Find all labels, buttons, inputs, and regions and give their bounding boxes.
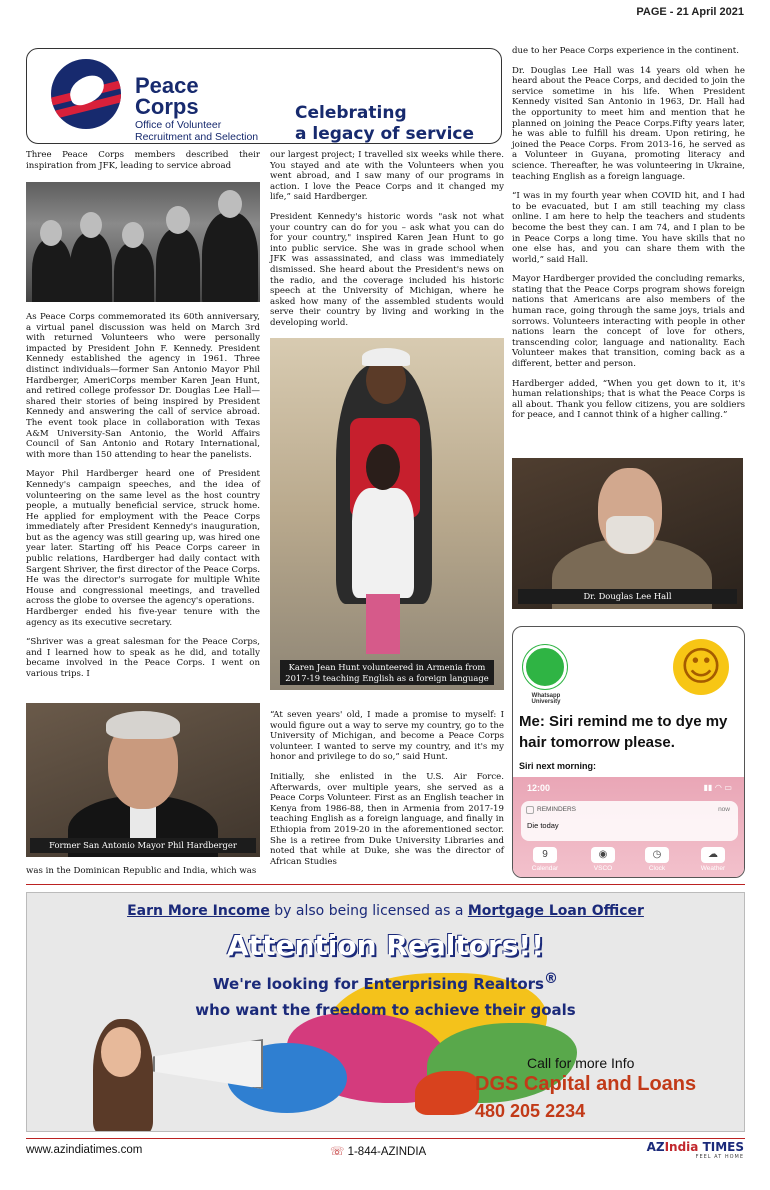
ad-line-2: We're looking for Enterprising Realtors® bbox=[213, 971, 558, 993]
peace-corps-office: Office of Volunteer Recruitment and Selection bbox=[135, 119, 259, 143]
clock-app: ◷ Clock bbox=[629, 847, 685, 872]
divider bbox=[26, 884, 745, 885]
calendar-app: 9 Calendar bbox=[531, 849, 559, 872]
meme-caption: Me: Siri remind me to dye my hair tomorrow please. bbox=[519, 713, 728, 751]
jfk-crowd-photo bbox=[26, 182, 260, 302]
page-header: PAGE - 21 April 2021 bbox=[636, 6, 744, 18]
intro-text: Three Peace Corps members described their inspiration from JFK, leading to service abroad bbox=[26, 150, 260, 171]
hardberger-photo bbox=[26, 703, 260, 857]
column-2-top bbox=[270, 150, 504, 338]
footer-website[interactable]: www.azindiatimes.com bbox=[26, 1144, 143, 1156]
phone-icon: ☏ bbox=[330, 1146, 345, 1158]
weather-app: ☁ Weather bbox=[700, 849, 726, 872]
footer-phone[interactable]: ☏ 1-844-AZINDIA bbox=[330, 1146, 427, 1158]
paragraph: “At seven years' old, I made a promise to myself: I would figure out a way to serve my country, go to the University of Michigan, and become a Peace Corps volunteer. I wanted to serve my country, and it's my honor and privilege to do so,” said Hunt. bbox=[270, 710, 504, 763]
siri-next-morning: Siri next morning: bbox=[519, 761, 597, 771]
column-2-bottom bbox=[270, 710, 504, 876]
whatsapp-university-label: Whatsapp University bbox=[531, 693, 561, 705]
whatsapp-icon bbox=[523, 645, 567, 689]
paragraph: As Peace Corps commemorated its 60th anniversary, a virtual panel discussion was held on March 3rd with returned Volunteers who were personally impacted by President John F. Kennedy. President Kennedy established the agency in 1961. Three distinct individuals—former San Antonio Mayor Phil Hardberger, AmeriCorps member Karen Jean Hunt, and retired college professor Dr. Douglas Lee Hall—shared their stories of being inspired by President Kennedy and answering the call of service abroad. The event took place in collaboration with Texas A&M University-San Antonio, the World Affairs Council of San Antonio and Rotary International, with more than 150 attending to hear the panelists. bbox=[26, 312, 260, 460]
ad-headline: Earn More Income by also being licensed as a Mortgage Loan Officer bbox=[127, 903, 644, 919]
peace-corps-dove-logo-icon bbox=[51, 59, 121, 129]
paragraph: due to her Peace Corps experience in the continent. bbox=[512, 46, 739, 56]
column-1-body bbox=[26, 312, 260, 689]
paragraph: Dr. Douglas Lee Hall was 14 years old when he heard about the Peace Corps, and decided to join the service sometime in his life. When President Kennedy visited San Antonio in 1963, Dr. Hall had the opportunity to meet him and mention that he planned on joining the Peace Corps.Fifty years later, he was able to fulfill his dream. Upon retiring, he joined the Peace Corps. From 2013-16, he served as a Volunteer in Guyana, promoting literacy and science. Thereafter, he was volunteering in Ukraine, teaching English as a foreign language. bbox=[512, 65, 745, 182]
ad-line-3: who want the freedom to achieve their goals bbox=[195, 1001, 576, 1019]
woman-megaphone-image bbox=[73, 1017, 273, 1132]
paragraph: Initially, she enlisted in the U.S. Air Force. Afterwards, over multiple years, she served as a Peace Corps Volunteer. First as an English teacher in Kenya from 1986-88, then in Armenia from 2017-19 teaching English as a foreign language, and finally in Ethiopia from 2019-20 in the aforementioned sector. She is a retiree from Duke University Libraries and noted that while at Duke, she was the director of African Studies bbox=[270, 771, 504, 867]
divider bbox=[26, 1138, 745, 1139]
paragraph: President Kennedy's historic words "ask not what your country can do for you – ask what you can do for your country," inspired Karen Jean Hunt to go into public service. She was in grade school when JFK was assassinated, and class was immediately dismissed. She heard about the President's news on the radio, and the coverage included his historic speech at the University of Michigan, where he asked how many of the assembled students would serve their country by living and working in the developing world. bbox=[270, 211, 504, 328]
reminders-app-icon bbox=[526, 806, 534, 814]
reminder-notification: REMINDERS now Die today bbox=[521, 801, 738, 841]
karen-caption: Karen Jean Hunt volunteered in Armenia from 2017-19 teaching English as a foreign language bbox=[280, 660, 494, 685]
ad-call-text: Call for more Info bbox=[527, 1055, 635, 1071]
vsco-app: ◉ VSCO bbox=[575, 847, 631, 872]
clock-icon: ◷ bbox=[645, 847, 669, 863]
headline: Celebrating a legacy of service bbox=[295, 103, 475, 144]
column-1-intro bbox=[26, 150, 260, 180]
ad-company: DGS Capital and Loans bbox=[475, 1073, 697, 1095]
column-3-body bbox=[512, 46, 745, 430]
douglas-lee-hall-photo bbox=[512, 458, 743, 609]
paragraph: Mayor Phil Hardberger heard one of President Kennedy's campaign speeches, and the idea of volunteering on the same level as the host country people, a mutually beneficial service, struck home. He applied for employment with the Peace Corps immediately after President Kennedy's inauguration, but as the agency was still gearing up, was hired one year later. Starting off his Peace Corps career in public relations, Hardberger had daily contact with Sargent Shriver, the first director of the Peace Corps. He was the director's surrogate for multiple White House and congressional meetings, and travelled across the globe to oversee the agency's operations. bbox=[26, 469, 260, 607]
hall-caption: Dr. Douglas Lee Hall bbox=[518, 589, 737, 604]
laughing-emoji-icon: ☺ bbox=[673, 639, 729, 695]
hardberger-caption: Former San Antonio Mayor Phil Hardberger bbox=[30, 838, 256, 853]
signal-wifi-battery-icon: ▮▮ ◠ ▭ bbox=[703, 783, 732, 792]
megaphone-icon bbox=[153, 1039, 263, 1089]
phone-time: 12:00 bbox=[527, 783, 551, 793]
az-india-times-logo: AZIndia TIMES FEEL AT HOME bbox=[646, 1140, 744, 1160]
weather-icon: ☁ bbox=[701, 847, 725, 863]
realtor-advertisement[interactable] bbox=[26, 892, 745, 1132]
vsco-icon: ◉ bbox=[591, 847, 615, 863]
peace-corps-name: Peace Corps bbox=[135, 73, 199, 119]
phone-lockscreen bbox=[513, 777, 745, 878]
paragraph: “Shriver was a great salesman for the Peace Corps, and I learned how to speak as he did, and totally became involved in the Peace Corps. I went on various trips. I bbox=[26, 637, 260, 679]
app-row bbox=[513, 847, 745, 877]
bull-logo-icon bbox=[415, 1071, 479, 1115]
ad-attention: Attention Realtors!! bbox=[227, 929, 544, 962]
column-1-tail bbox=[26, 866, 260, 886]
karen-jean-hunt-photo bbox=[270, 338, 504, 690]
paragraph: “I was in my fourth year when COVID hit, and I had to be evacuated, but I am still teaching my class online. I am here to help the teachers and students become the best they can. I am 74, and I plan to be in Peace Corps a long time. You have skills that no one else has, and you can share them with the world,” said Hall. bbox=[512, 191, 745, 265]
paragraph: was in the Dominican Republic and India, which was bbox=[26, 866, 257, 876]
paragraph: Hardberger added, “When you get down to it, it's human relationships; that is what the Peace Corps is all about. Thank you fellow citizens, you are soldiers for peace, and I cannot think of a higher calling.” bbox=[512, 378, 745, 421]
siri-meme bbox=[512, 626, 745, 878]
paragraph: Mayor Hardberger provided the concluding remarks, stating that the Peace Corps program shows foreign nations that Americans are also members of the human race, going through the same joys, trials and sorrows. Volunteers interacting with people in other nations learn the concept of love for others, transcending color, language and nationality. Each Volunteer makes that transition, coming back as a different, better and person. bbox=[512, 274, 745, 370]
paragraph: our largest project; I travelled six weeks while there. You stayed and ate with the Volunteers when you went abroad, and I saw many of our programs in action. I love the Peace Corps and it changed my life,” said Hardberger. bbox=[270, 150, 504, 203]
peace-corps-banner bbox=[26, 48, 502, 144]
ad-phone[interactable]: 480 205 2234 bbox=[475, 1101, 586, 1121]
paragraph: Hardberger ended his five-year tenure with the agency as its executive secretary. bbox=[26, 607, 260, 628]
calendar-icon: 9 bbox=[533, 847, 557, 863]
